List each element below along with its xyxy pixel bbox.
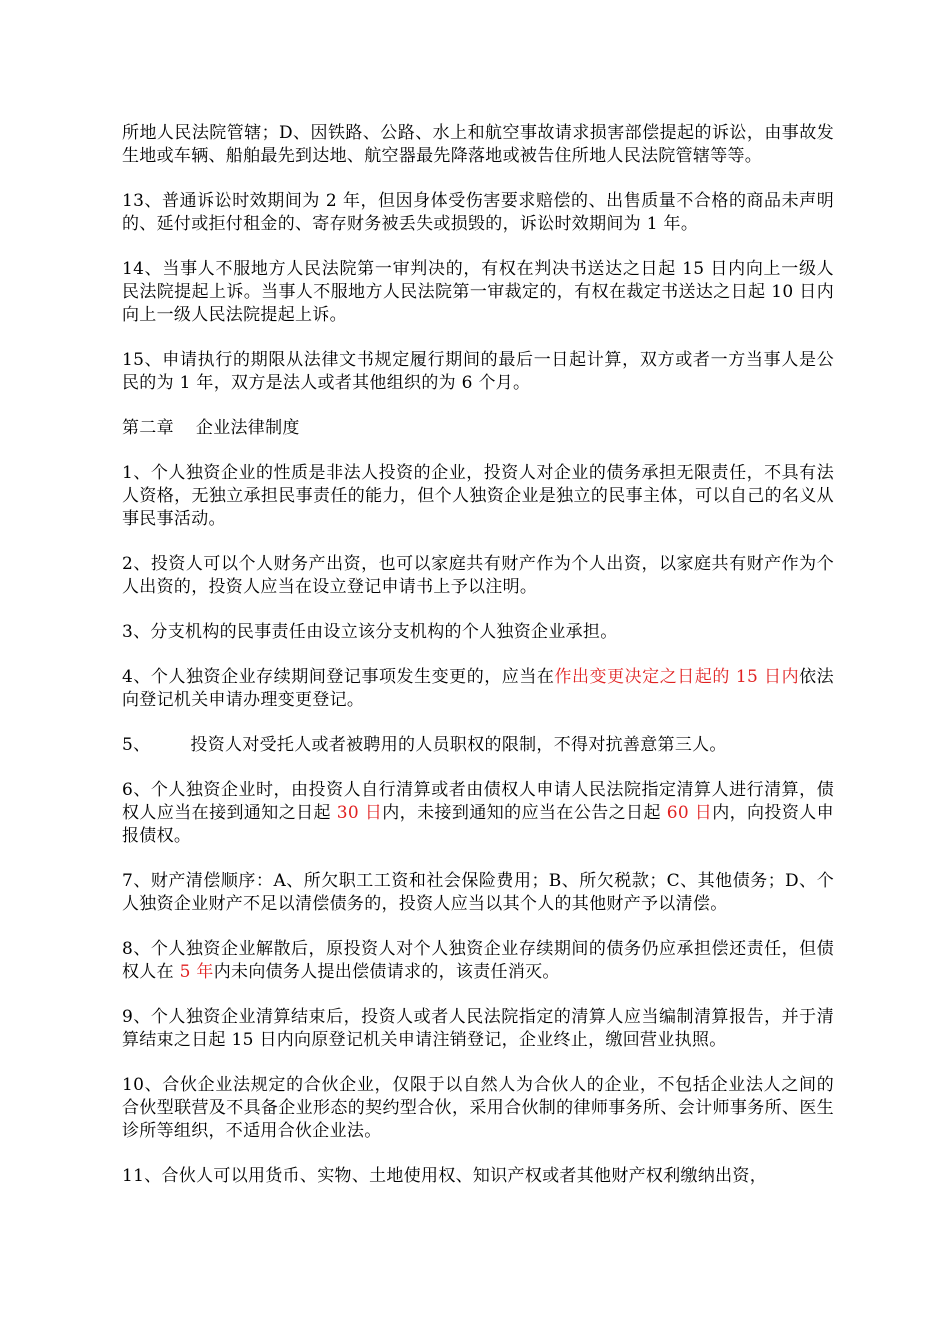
paragraph-jurisdiction-continued: 所地人民法院管辖；D、因铁路、公路、水上和航空事故请求损害部偿提起的诉讼，由事故发生地或车辆、船舶最先到达地、航空器最先降落地或被告住所地人民法院管辖等等。 bbox=[122, 123, 834, 166]
c8-highlight: 5 年 bbox=[179, 962, 214, 982]
paragraph-c10: 10、合伙企业法规定的合伙企业，仅限于以自然人为合伙人的企业，不包括企业法人之间的合伙型联营及不具备企业形态的契约型合伙，采用合伙制的律师事务所、会计师事务所、医生诊所等组织，不适用合伙企业法。 bbox=[122, 1075, 834, 1141]
chapter-title: 企业法律制度 bbox=[195, 418, 300, 438]
paragraph-c3: 3、分支机构的民事责任由设立该分支机构的个人独资企业承担。 bbox=[122, 622, 618, 642]
chapter-heading bbox=[122, 417, 834, 440]
c6-highlight-60: 60 日 bbox=[666, 803, 713, 823]
paragraph-c1: 1、个人独资企业的性质是非法人投资的企业，投资人对企业的债务承担无限责任，不具有法人资格，无独立承担民事责任的能力，但个人独资企业是独立的民事主体，可以自己的名义从事民事活动。 bbox=[122, 463, 834, 529]
paragraph-13: 13、普通诉讼时效期间为 2 年，但因身体受伤害要求赔偿的、出售质量不合格的商品未声明的、延付或拒付租金的、寄存财务被丢失或损毁的，诉讼时效期间为 1 年。 bbox=[122, 191, 834, 234]
paragraph-c6 bbox=[122, 779, 834, 848]
c5-number: 5、 bbox=[122, 735, 151, 755]
c4-text-start: 4、个人独资企业存续期间登记事项发生变更的，应当在 bbox=[122, 667, 555, 687]
paragraph-c5 bbox=[122, 734, 834, 757]
paragraph-14: 14、当事人不服地方人民法院第一审判决的，有权在判决书送达之日起 15 日内向上一级人民法院提起上诉。当事人不服地方人民法院第一审裁定的，有权在裁定书送达之日起 10 日内向上一级人民法院提起上诉。 bbox=[122, 259, 834, 325]
paragraph-c11: 11、合伙人可以用货币、实物、土地使用权、知识产权或者其他财产权利缴纳出资， bbox=[122, 1166, 768, 1186]
c8-text-b: 内未向债务人提出偿债请求的，该责任消灭。 bbox=[213, 962, 560, 982]
paragraph-c9: 9、个人独资企业清算结束后，投资人或者人民法院指定的清算人应当编制清算报告，并于清算结束之日起 15 日内向原登记机关申请注销登记，企业终止，缴回营业执照。 bbox=[122, 1007, 834, 1050]
paragraph-c4 bbox=[122, 666, 834, 712]
paragraph-15: 15、申请执行的期限从法律文书规定履行期间的最后一日起计算，双方或者一方当事人是公民的为 1 年，双方是法人或者其他组织的为 6 个月。 bbox=[122, 350, 834, 393]
c8-text-a: 8、个人独资企业解散后，原投资人对个人独资企业存续期间的债务仍应承担偿还责任，但债权人在 bbox=[122, 939, 834, 982]
paragraph-c2: 2、投资人可以个人财务产出资，也可以家庭共有财产作为个人出资，以家庭共有财产作为个人出资的，投资人应当在设立登记申请书上予以注明。 bbox=[122, 554, 834, 597]
c5-text: 投资人对受托人或者被聘用的人员职权的限制，不得对抗善意第三人。 bbox=[190, 735, 727, 755]
chapter-number: 第二章 bbox=[122, 418, 174, 438]
paragraph-c7: 7、财产清偿顺序：A、所欠职工工资和社会保险费用；B、所欠税款；C、其他债务；D、个人独资企业财产不足以清偿债务的，投资人应当以其个人的其他财产予以清偿。 bbox=[122, 871, 834, 914]
c6-text-b: 内，未接到通知的应当在公告之日起 bbox=[382, 803, 667, 823]
paragraph-c8 bbox=[122, 938, 834, 984]
c6-highlight-30: 30 日 bbox=[336, 803, 383, 823]
c4-highlight: 作出变更决定之日起的 15 日内 bbox=[554, 667, 800, 687]
c6-text-c: 内，向投资人申报债权。 bbox=[122, 803, 834, 846]
c6-text-a: 6、个人独资企业时，由投资人自行清算或者由债权人申请人民法院指定清算人进行清算，债权人应当在接到通知之日起 bbox=[122, 780, 834, 823]
document-page bbox=[122, 122, 834, 1210]
c4-text-end: 依法向登记机关申请办理变更登记。 bbox=[122, 667, 834, 710]
